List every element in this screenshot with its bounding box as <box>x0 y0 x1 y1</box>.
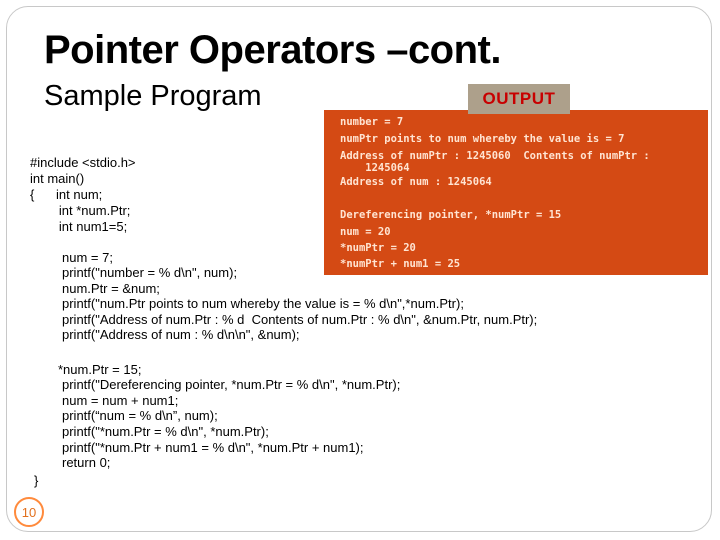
code-line: return 0; <box>62 455 111 470</box>
code-line: printf("Dereferencing pointer, *num.Ptr = % d\n", *num.Ptr); <box>62 377 401 392</box>
code-line: printf("number = % d\n", num); <box>62 265 238 280</box>
code-line: printf("num.Ptr points to num whereby the value is = % d\n",*num.Ptr); <box>62 296 464 311</box>
output-label: OUTPUT <box>468 84 570 114</box>
code-line: int *num.Ptr; <box>30 203 131 218</box>
code-line: num = 7; <box>62 250 113 265</box>
output-line: 1245064 <box>340 162 410 174</box>
code-line: } <box>34 473 39 488</box>
code-line: int num1=5; <box>30 219 128 234</box>
slide-title: Pointer Operators –cont. <box>44 28 501 72</box>
code-line: num = num + num1; <box>62 393 179 408</box>
output-line: *numPtr + num1 = 25 <box>340 258 461 270</box>
slide-subtitle: Sample Program <box>44 80 262 112</box>
output-line: numPtr points to num whereby the value is = 7 <box>340 133 625 145</box>
page-number-badge: 10 <box>14 497 44 527</box>
output-line: *numPtr = 20 <box>340 242 416 254</box>
code-line: *num.Ptr = 15; <box>58 362 142 377</box>
output-line: Address of numPtr : 1245060 Contents of numPtr : <box>340 150 650 162</box>
code-line: num.Ptr = &num; <box>62 281 160 296</box>
output-line: num = 20 <box>340 226 391 238</box>
output-line: Dereferencing pointer, *numPtr = 15 <box>340 209 562 221</box>
output-line: number = 7 <box>340 116 404 128</box>
code-line: int main() <box>30 171 85 186</box>
code-line: printf("*num.Ptr = % d\n", *num.Ptr); <box>62 424 269 439</box>
code-line: #include <stdio.h> <box>30 155 136 170</box>
code-line: { int num; <box>30 187 103 202</box>
code-line: printf("Address of num.Ptr : % d Contents of num.Ptr : % d\n", &num.Ptr, num.Ptr); <box>62 312 538 327</box>
code-line: printf("Address of num : % d\n\n", &num); <box>62 327 300 342</box>
code-line: printf(“num = % d\n”, num); <box>62 408 218 423</box>
output-line: Address of num : 1245064 <box>340 176 492 188</box>
code-line: printf("*num.Ptr + num1 = % d\n", *num.Ptr + num1); <box>62 440 364 455</box>
